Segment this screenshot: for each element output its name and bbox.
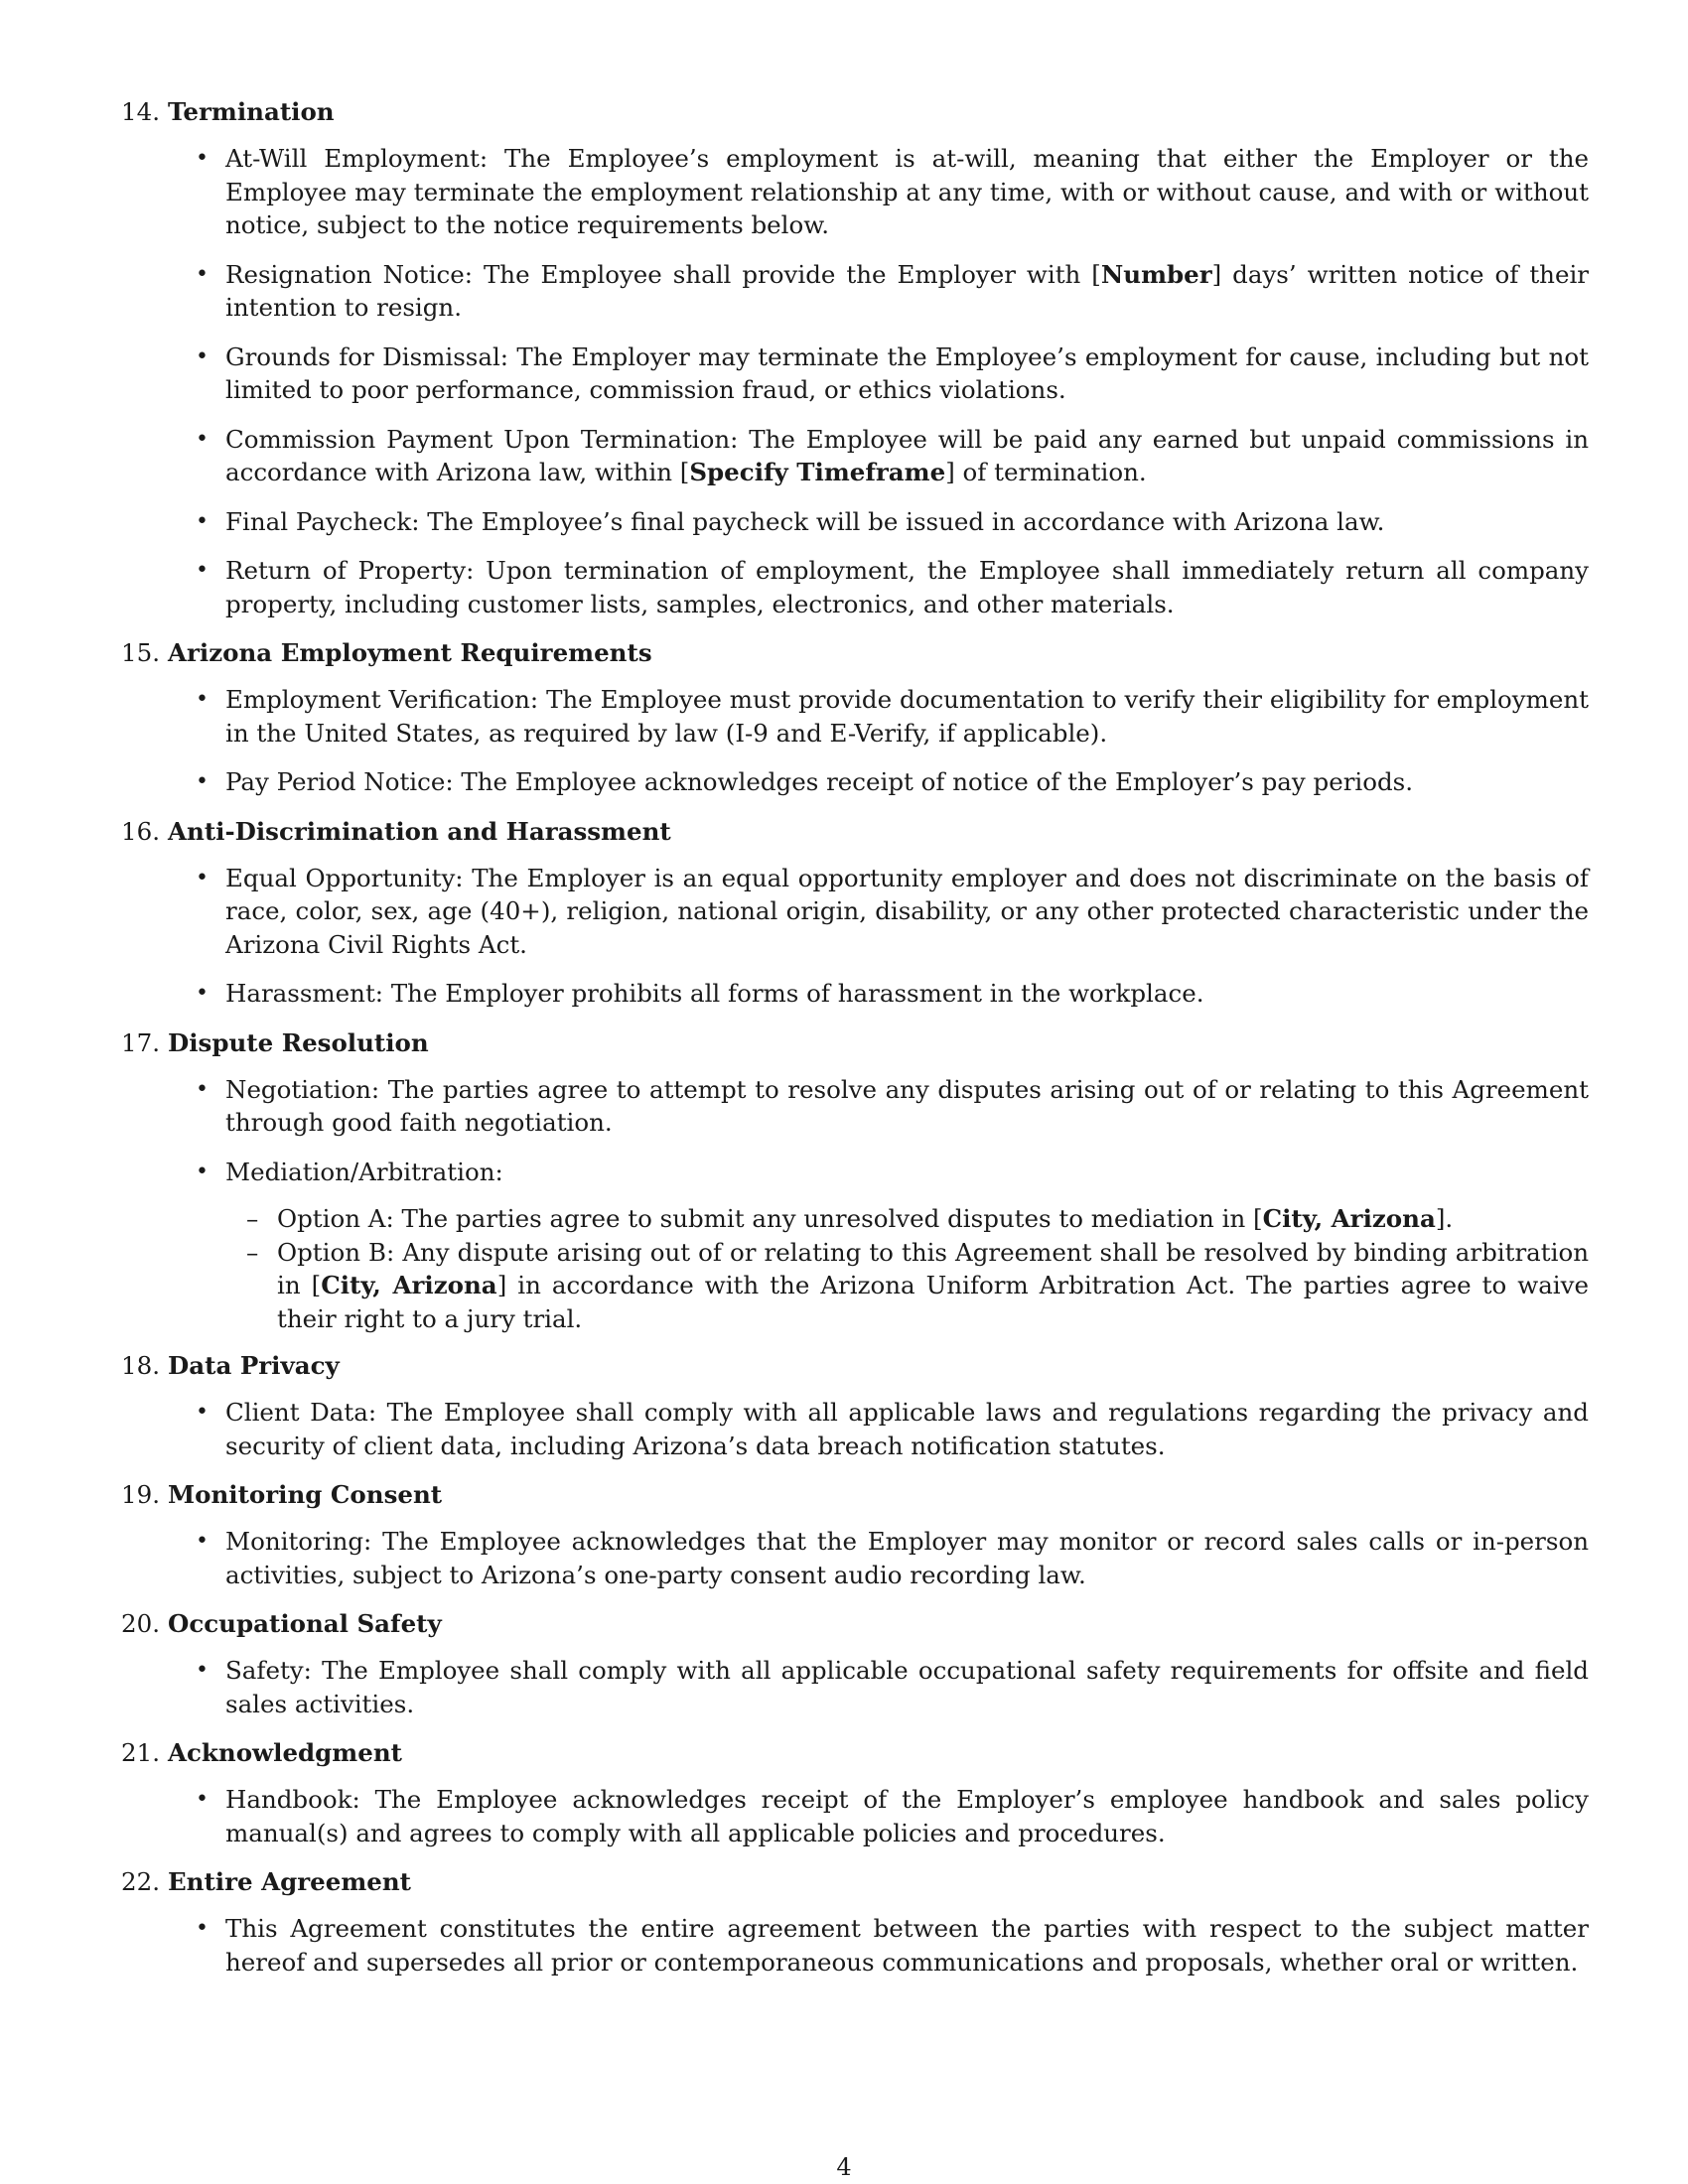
item-text: The Employer is an equal opportunity employer and does not discriminate on the basis of race, color, sex, age (40+), religion, national origin, disability, or any other protected characteristic under the Arizona Civil Rights Act. — [225, 863, 1589, 959]
list-item — [168, 423, 1589, 489]
list-item — [168, 1912, 1589, 1979]
list-item — [168, 505, 1589, 539]
section-title: Anti-Discrimination and Harassment — [168, 816, 671, 846]
item-text: The Employer prohibits all forms of harassment in the workplace. — [390, 979, 1204, 1008]
section-heading — [121, 95, 1589, 128]
list-item — [168, 1073, 1589, 1140]
item-text: The Employee will be paid any earned but unpaid commissions in accordance with Arizona law, within [ — [225, 424, 1589, 486]
section-heading — [121, 1736, 1589, 1769]
list-item — [168, 142, 1589, 242]
item-label: Negotiation: — [225, 1074, 380, 1104]
item-text: ] in accordance with the Arizona Uniform Arbitration Act. The parties agree to waive their right to a jury trial. — [277, 1271, 1589, 1333]
item-text: The Employee acknowledges receipt of the Employer’s employee handbook and sales policy manual(s) and agrees to comply with all applicable policies and procedures. — [225, 1785, 1589, 1847]
placeholder-field: Number — [1100, 259, 1212, 289]
list-item — [168, 765, 1589, 799]
item-label: Harassment: — [225, 979, 384, 1008]
bullet-icon: • — [196, 1159, 209, 1184]
list-item — [168, 862, 1589, 962]
placeholder-field: Specify Timeframe — [689, 458, 946, 486]
bullet-icon: • — [196, 1400, 209, 1425]
bullet-icon: • — [196, 687, 209, 712]
item-label: Equal Opportunity: — [225, 863, 464, 892]
item-text: ] of termination. — [945, 458, 1147, 486]
item-label: Monitoring: — [225, 1527, 372, 1556]
item-label: Handbook: — [225, 1785, 360, 1814]
item-label: Commission Payment Upon Termination: — [225, 424, 739, 454]
section-number: 17. — [121, 1027, 160, 1057]
section-heading — [121, 1478, 1589, 1511]
sub-list-item — [168, 1236, 1589, 1336]
section-title: Occupational Safety — [168, 1609, 442, 1638]
bullet-icon: • — [196, 981, 209, 1006]
section-title: Dispute Resolution — [168, 1027, 429, 1057]
bullet-icon: • — [196, 343, 209, 369]
section-number: 16. — [121, 816, 160, 846]
sub-list-item — [168, 1202, 1589, 1236]
section-number: 22. — [121, 1867, 160, 1896]
item-label: Pay Period Notice: — [225, 767, 454, 796]
item-text: The Employee’s final paycheck will be issued in accordance with Arizona law. — [427, 506, 1385, 536]
item-text: Option A: The parties agree to submit any unresolved disputes to mediation in [ — [277, 1204, 1263, 1233]
section-entire-agreement — [115, 1865, 1589, 1979]
item-label: Client Data: — [225, 1398, 377, 1427]
item-text: The Employer may terminate the Employee’s employment for cause, including but not limited to poor performance, commission fraud, or ethics violations. — [225, 341, 1589, 404]
placeholder-field: City, Arizona — [1262, 1204, 1436, 1233]
section-acknowledgment — [115, 1736, 1589, 1849]
item-text: The Employee acknowledges that the Employer may monitor or record sales calls or in-person activities, subject to Arizona’s one-party consent audio recording law. — [225, 1527, 1589, 1589]
item-text: The Employee acknowledges receipt of notice of the Employer’s pay periods. — [461, 767, 1414, 796]
section-dispute-resolution — [115, 1026, 1589, 1336]
item-label: Safety: — [225, 1656, 312, 1685]
section-arizona-employment-requirements — [115, 636, 1589, 799]
section-heading — [121, 636, 1589, 669]
list-item — [168, 341, 1589, 407]
section-title: Data Privacy — [168, 1351, 340, 1380]
item-text: ] days’ written notice of their intention to resign. — [225, 259, 1589, 322]
item-label: Return of Property: — [225, 556, 475, 585]
section-heading — [121, 1865, 1589, 1898]
bullet-icon: • — [196, 558, 209, 583]
list-item — [168, 258, 1589, 325]
dash-icon: – — [246, 1204, 259, 1233]
item-text: Option B: Any dispute arising out of or relating to this Agreement shall be resolved by binding arbitration in [ — [277, 1237, 1589, 1299]
section-anti-discrimination — [115, 815, 1589, 1011]
bullet-icon: • — [196, 1529, 209, 1554]
section-number: 18. — [121, 1351, 160, 1380]
list-item — [168, 1783, 1589, 1849]
section-title: Arizona Employment Requirements — [168, 638, 652, 667]
section-heading — [121, 815, 1589, 848]
item-label: Mediation/Arbitration: — [225, 1157, 503, 1186]
list-item — [168, 1654, 1589, 1720]
section-monitoring-consent — [115, 1478, 1589, 1591]
section-heading — [121, 1607, 1589, 1640]
section-heading — [121, 1349, 1589, 1382]
item-label: Employment Verification: — [225, 685, 539, 714]
section-number: 19. — [121, 1480, 160, 1509]
bullet-icon: • — [196, 261, 209, 287]
bullet-icon: • — [196, 1076, 209, 1102]
item-text: The Employee shall comply with all applicable occupational safety requirements for offsite and field sales activities. — [225, 1656, 1589, 1718]
list-item — [168, 683, 1589, 750]
item-text: The Employee’s employment is at-will, meaning that either the Employer or the Employee may terminate the employment relationship at any time, with or without cause, and with or without notice, subject to the notice requirements below. — [225, 144, 1590, 239]
bullet-icon: • — [196, 1658, 209, 1683]
placeholder-field: City, Arizona — [321, 1271, 497, 1299]
item-text: The Employee must provide documentation to verify their eligibility for employment in the United States, as required by law (I-9 and E-Verify, if applicable). — [225, 685, 1589, 748]
sub-list — [168, 1202, 1589, 1335]
list-item — [168, 1525, 1589, 1591]
section-occupational-safety — [115, 1607, 1589, 1720]
section-title: Monitoring Consent — [168, 1480, 443, 1509]
item-text: This Agreement constitutes the entire agreement between the parties with respect to the subject matter hereof and supersedes all prior or contemporaneous communications and proposals, whether oral or written. — [225, 1914, 1589, 1977]
section-number: 21. — [121, 1738, 160, 1767]
bullet-icon: • — [196, 1916, 209, 1941]
item-label: Grounds for Dismissal: — [225, 341, 509, 371]
section-number: 14. — [121, 97, 160, 126]
section-title: Termination — [168, 97, 335, 126]
bullet-icon: • — [196, 426, 209, 452]
item-text: ]. — [1435, 1204, 1454, 1233]
section-data-privacy — [115, 1349, 1589, 1462]
item-label: At-Will Employment: — [225, 144, 489, 173]
item-label: Final Paycheck: — [225, 506, 420, 536]
item-text: The Employee shall comply with all applicable laws and regulations regarding the privacy and security of client data, including Arizona’s data breach notification statutes. — [225, 1398, 1589, 1460]
document-body — [115, 95, 1589, 1994]
bullet-icon: • — [196, 508, 209, 534]
item-label: Resignation Notice: — [225, 259, 473, 289]
section-title: Acknowledgment — [168, 1738, 402, 1767]
section-number: 15. — [121, 638, 160, 667]
section-termination — [115, 95, 1589, 620]
page-number: 4 — [836, 2153, 852, 2181]
list-item — [168, 1156, 1589, 1189]
dash-icon: – — [246, 1237, 259, 1267]
item-text: The Employee shall provide the Employer with [ — [483, 259, 1101, 289]
list-item — [168, 1396, 1589, 1462]
section-number: 20. — [121, 1609, 160, 1638]
list-item — [168, 977, 1589, 1011]
bullet-icon: • — [196, 146, 209, 171]
item-text: Upon termination of employment, the Employee shall immediately return all company property, including customer lists, samples, electronics, and other materials. — [225, 556, 1589, 618]
bullet-icon: • — [196, 769, 209, 794]
item-text: The parties agree to attempt to resolve any disputes arising out of or relating to this Agreement through good faith negotiation. — [225, 1074, 1589, 1137]
list-item — [168, 554, 1589, 620]
section-title: Entire Agreement — [168, 1867, 411, 1896]
section-heading — [121, 1026, 1589, 1059]
bullet-icon: • — [196, 1787, 209, 1812]
bullet-icon: • — [196, 865, 209, 890]
